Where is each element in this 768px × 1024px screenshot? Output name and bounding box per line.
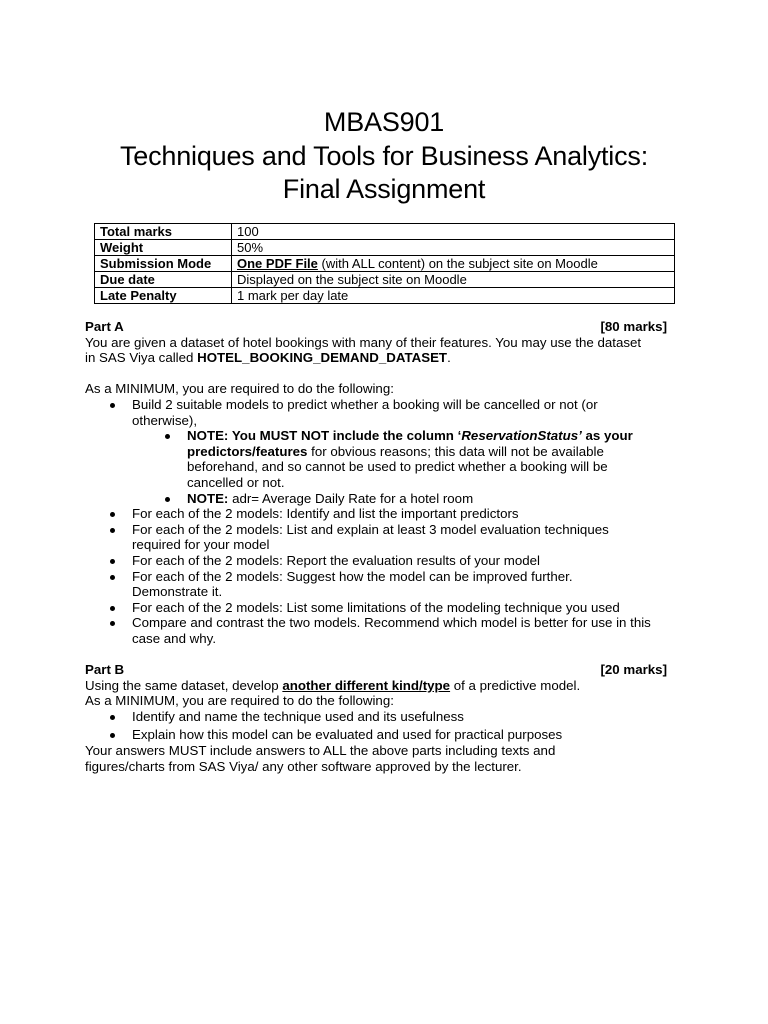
list-item bbox=[85, 491, 685, 507]
doc-title-subject: Techniques and Tools for Business Analytics: bbox=[119, 141, 648, 171]
bullet-icon bbox=[110, 733, 115, 738]
bullet-icon bbox=[110, 606, 115, 611]
column-name: ReservationStatus’ bbox=[461, 428, 582, 444]
assignment-info-table bbox=[94, 223, 675, 304]
bullet-icon bbox=[165, 497, 170, 502]
part-a-section bbox=[85, 319, 685, 646]
part-a-marks: [80 marks] bbox=[600, 319, 667, 334]
bullet-icon bbox=[110, 512, 115, 517]
info-value: Displayed on the subject site on Moodle bbox=[232, 272, 675, 288]
part-a-heading: Part A bbox=[85, 319, 124, 334]
note-label: NOTE: bbox=[187, 490, 229, 506]
part-a-minimum: As a MINIMUM, you are required to do the following: bbox=[85, 381, 394, 397]
list-item bbox=[85, 727, 685, 743]
submission-detail: (with ALL content) on the subject site on Moodle bbox=[317, 256, 598, 271]
bullet-icon bbox=[110, 528, 115, 533]
info-value: 50% bbox=[232, 240, 675, 256]
part-a-header bbox=[85, 319, 667, 335]
intro-text: in SAS Viya called bbox=[85, 350, 198, 366]
list-item bbox=[85, 553, 652, 569]
bullet-icon bbox=[165, 434, 170, 439]
list-item-text: Identify and name the technique used and its usefulness bbox=[132, 708, 464, 724]
part-a-intro-dataset bbox=[85, 350, 685, 366]
list-item-text: Build 2 suitable models to predict whether a booking will be cancelled or not (or otherwise), bbox=[132, 396, 598, 428]
list-item-text: Compare and contrast the two models. Recommend which model is better for use in this case and why. bbox=[132, 615, 651, 646]
part-b-requirements bbox=[85, 709, 685, 743]
info-label: Submission Mode bbox=[95, 256, 232, 272]
list-item bbox=[85, 709, 685, 725]
info-row-due-date bbox=[95, 272, 675, 288]
intro-text: Using the same dataset, develop bbox=[85, 677, 283, 693]
doc-title-code: MBAS901 bbox=[323, 107, 445, 137]
list-item-text: For each of the 2 models: List some limitations of the modeling technique you used bbox=[132, 599, 620, 615]
list-item bbox=[85, 428, 667, 490]
info-label: Total marks bbox=[95, 224, 232, 240]
note-text: as your predictors/features bbox=[187, 428, 633, 459]
info-label: Late Penalty bbox=[95, 288, 232, 304]
part-b-heading: Part B bbox=[85, 662, 125, 677]
part-b-minimum: As a MINIMUM, you are required to do the following: bbox=[85, 693, 394, 709]
list-item-text: For each of the 2 models: List and explain at least 3 model evaluation techniques required for your model bbox=[132, 521, 609, 553]
bullet-icon bbox=[110, 621, 115, 626]
list-item-text: For each of the 2 models: Suggest how the model can be improved further. Demonstrate it. bbox=[132, 568, 573, 600]
part-b-intro bbox=[85, 678, 685, 694]
part-a-requirements bbox=[85, 397, 685, 647]
info-row-total-marks bbox=[95, 224, 675, 240]
bullet-icon bbox=[110, 575, 115, 580]
list-item-text: Explain how this model can be evaluated and used for practical purposes bbox=[132, 727, 563, 743]
info-value: 1 mark per day late bbox=[232, 288, 675, 304]
info-label: Due date bbox=[95, 272, 232, 288]
info-value bbox=[232, 256, 675, 272]
info-row-late-penalty bbox=[95, 288, 675, 304]
part-a-intro: You are given a dataset of hotel bookings with many of their features. You may use the dataset bbox=[85, 334, 642, 350]
bullet-icon bbox=[110, 559, 115, 564]
part-b-section bbox=[85, 662, 685, 774]
intro-period: . bbox=[447, 350, 451, 366]
info-row-submission-mode bbox=[95, 256, 675, 272]
model-requirement: another different kind/type bbox=[282, 677, 451, 693]
list-item bbox=[85, 615, 662, 646]
list-item-text: For each of the 2 models: Identify and list the important predictors bbox=[132, 506, 519, 522]
list-item bbox=[85, 506, 652, 522]
note-text: for obvious reasons; this data will not be available beforehand, and so cannot be used to predict whether a booking will be cancelled or not. bbox=[187, 443, 608, 490]
info-label: Weight bbox=[95, 240, 232, 256]
list-item-text: For each of the 2 models: Report the evaluation results of your model bbox=[132, 552, 540, 568]
info-value: 100 bbox=[232, 224, 675, 240]
list-item bbox=[85, 522, 652, 553]
bullet-icon bbox=[110, 403, 115, 408]
part-b-closing: Your answers MUST include answers to ALL the above parts including texts and figures/charts from SAS Viya/ any other software approved by the lecturer. bbox=[85, 742, 556, 774]
intro-text: of a predictive model. bbox=[450, 677, 581, 693]
doc-title-assignment: Final Assignment bbox=[282, 174, 486, 204]
note-text: adr= Average Daily Rate for a hotel room bbox=[228, 490, 474, 506]
part-b-marks: [20 marks] bbox=[600, 662, 667, 677]
part-b-header bbox=[85, 662, 667, 678]
note-text: NOTE: You MUST NOT include the column ‘ bbox=[187, 428, 462, 444]
bullet-icon bbox=[110, 715, 115, 720]
info-row-weight bbox=[95, 240, 675, 256]
list-item bbox=[85, 397, 632, 428]
list-item bbox=[85, 569, 652, 600]
submission-format: One PDF File bbox=[237, 256, 318, 271]
list-item bbox=[85, 600, 672, 616]
dataset-name: HOTEL_BOOKING_DEMAND_DATASET bbox=[197, 350, 448, 366]
